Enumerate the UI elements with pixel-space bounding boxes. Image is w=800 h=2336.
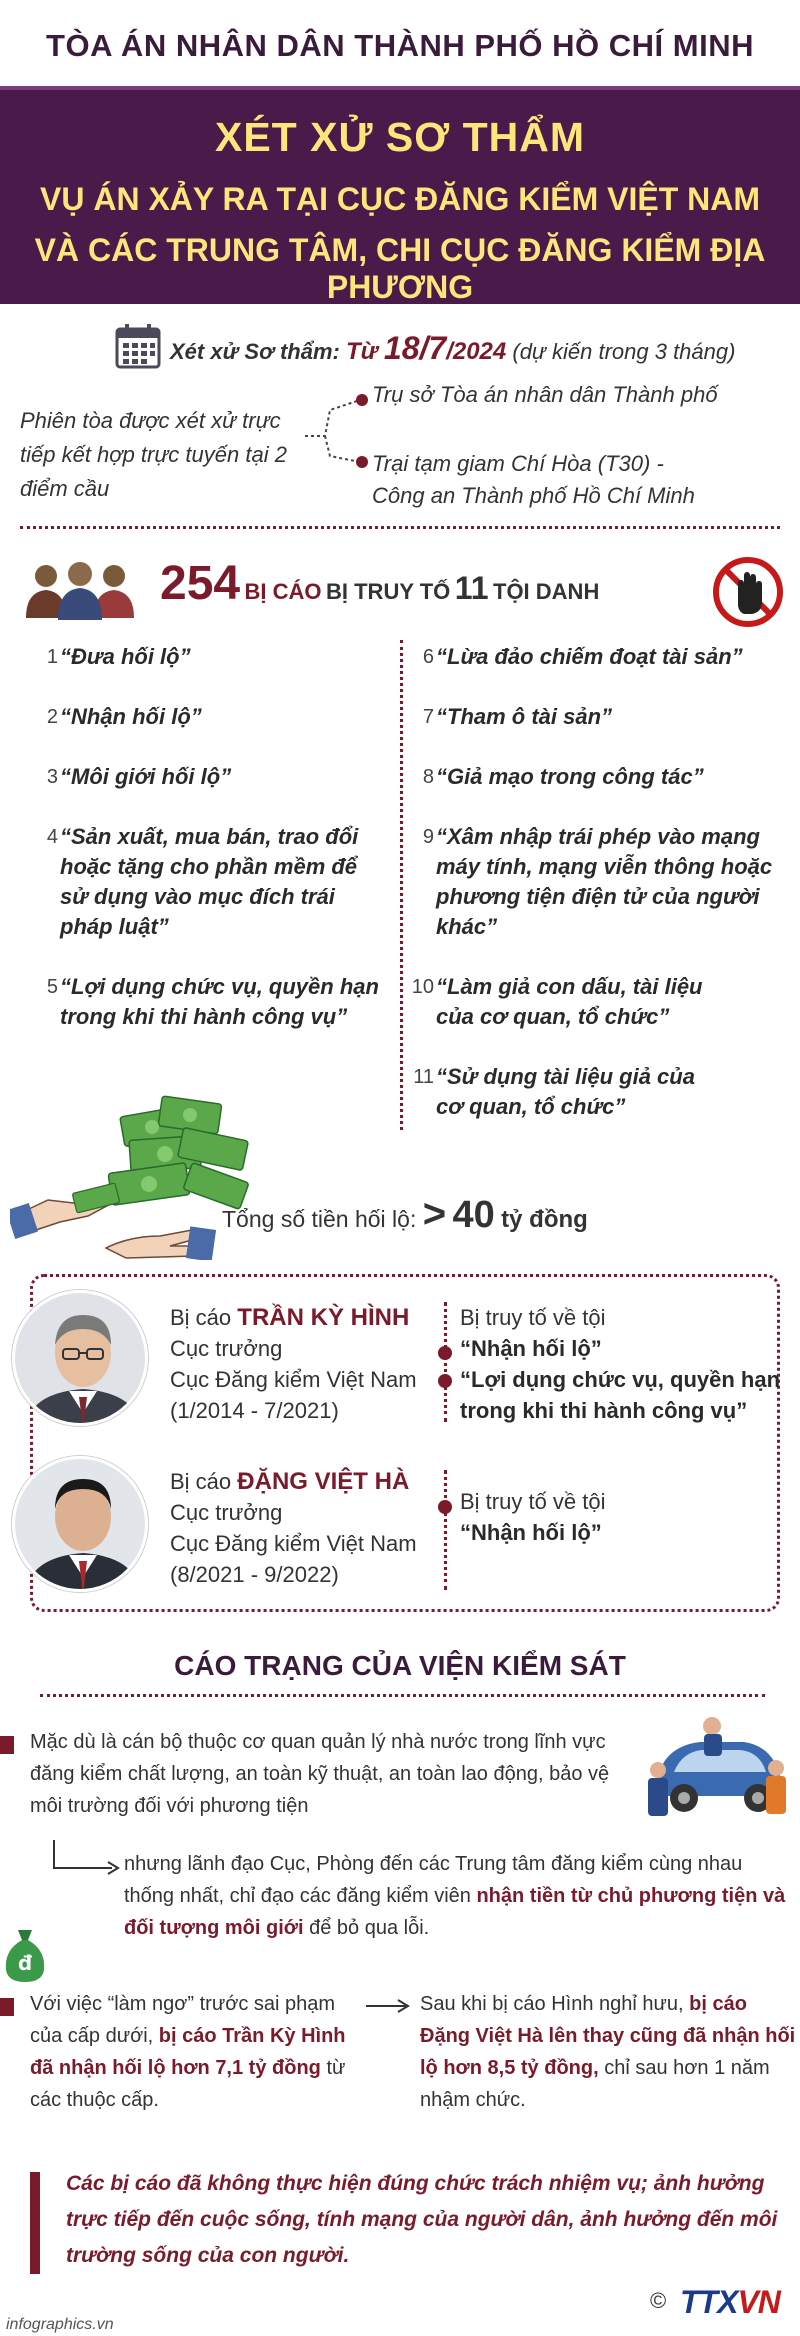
paragraph-2-plain: nhưng lãnh đạo Cục, Phòng đến các Trung tâm đăng kiểm cùng nhau thống nhất, chỉ đạo các đăng kiểm viên <box>124 1853 743 1907</box>
paragraph-4-tail: chỉ sau hơn 1 năm nhậm chức. <box>420 2057 770 2111</box>
paragraph-3-plain: Với việc “làm ngơ” trước sai phạm của cấp dưới, <box>30 1993 336 2047</box>
defendant-1-divider <box>444 1302 447 1422</box>
money-bag-icon <box>2 1926 48 1984</box>
stop-hand-icon <box>712 556 784 628</box>
charge-item: 3 “Môi giới hối lộ” <box>46 764 232 789</box>
indictment-divider <box>40 1694 765 1697</box>
defendant-1-term: (1/2014 - 7/2021) <box>170 1398 339 1423</box>
branch-connector <box>300 392 380 472</box>
conclusion-bar <box>30 2172 40 2274</box>
paragraph-3-highlight: bị cáo Trần Kỳ Hình đã nhận hối lộ hơn 7,1 tỷ đồng <box>30 2025 346 2079</box>
location-2 <box>372 448 695 512</box>
subtitle-line-2: VÀ CÁC TRUNG TÂM, CHI CỤC ĐĂNG KIỂM ĐỊA PHƯƠNG <box>34 232 766 305</box>
ttxvn-logo <box>680 2284 780 2321</box>
paragraph-3-tail: từ các thuộc cấp. <box>30 2057 346 2111</box>
right-arrow <box>366 1998 410 2014</box>
charge-item: 5 “Lợi dụng chức vụ, quyền hạn trong khi thi hành công vụ” <box>46 974 379 1029</box>
bribe-total-line <box>222 1192 588 1237</box>
calendar-icon <box>114 322 162 370</box>
logo-part-a: TTX <box>680 2284 738 2320</box>
location-2-line-1: Trại tạm giam Chí Hòa (T30) - <box>372 451 664 476</box>
bullet-square <box>0 1736 14 1754</box>
defendant-2-divider <box>444 1470 447 1590</box>
location-1: Trụ sở Tòa án nhân dân Thành phố <box>372 382 718 407</box>
defendant-2-term: (8/2021 - 9/2022) <box>170 1562 339 1587</box>
charges-label: TỘI DANH <box>493 579 600 604</box>
charge-item: 1 “Đưa hối lộ” <box>46 644 191 669</box>
prosecuted-label: BỊ TRUY TỐ <box>326 579 451 604</box>
defendant-2-info <box>170 1466 417 1590</box>
copyright-symbol: © <box>650 2288 667 2313</box>
defendant-2-charges <box>460 1486 780 1548</box>
main-title: XÉT XỬ SƠ THẨM <box>214 114 585 160</box>
section-divider <box>20 526 780 529</box>
defendant-2-role: Cục trưởng <box>170 1500 283 1525</box>
defendant-1-charged-with: Bị truy tố về tội <box>460 1305 606 1330</box>
charge-item: 7 “Tham ô tài sản” <box>422 704 613 729</box>
charges-column-divider <box>400 640 403 1130</box>
defendant-2-photo <box>12 1456 148 1592</box>
svg-text:đ: đ <box>17 1951 33 1975</box>
defendant-1-charge-a: “Nhận hối lộ” <box>460 1336 602 1361</box>
trial-date-line <box>170 330 735 367</box>
defendant-1-name: TRẦN KỲ HÌNH <box>237 1304 410 1331</box>
title-banner <box>0 86 800 304</box>
paragraph-4-highlight: bị cáo Đặng Việt Hà lên thay cũng đã nhận hối lộ hơn 8,5 tỷ đồng, <box>420 1993 796 2079</box>
subtitle-line-1: VỤ ÁN XẢY RA TẠI CỤC ĐĂNG KIỂM VIỆT NAM <box>39 181 761 217</box>
bribe-total-amount: 40 <box>452 1194 495 1236</box>
defendant-2-prefix: Bị cáo <box>170 1469 232 1494</box>
mechanic-icon <box>640 1712 790 1824</box>
defendant-1-role: Cục trưởng <box>170 1336 283 1361</box>
indictment-title: CÁO TRẠNG CỦA VIỆN KIỂM SÁT <box>174 1650 626 1681</box>
trial-from: Từ <box>345 338 378 365</box>
charge-item: 2 “Nhận hối lộ” <box>46 704 202 729</box>
source-label: infographics.vn <box>6 2316 114 2333</box>
defendant-1-info <box>170 1302 417 1426</box>
logo-part-b: VN <box>737 2284 780 2320</box>
defendant-1-org: Cục Đăng kiểm Việt Nam <box>170 1367 417 1392</box>
defendant-label: BỊ CÁO <box>244 579 322 604</box>
court-name: TÒA ÁN NHÂN DÂN THÀNH PHỐ HỒ CHÍ MINH <box>46 28 754 63</box>
bullet-dot <box>438 1374 452 1388</box>
indictment-paragraph-1: Mặc dù là cán bộ thuộc cơ quan quản lý nhà nước trong lĩnh vực đăng kiểm chất lượng, an toàn kỹ thuật, an toàn lao động, bảo vệ môi trường đối với phương tiện <box>30 1731 610 1817</box>
charge-item: 8 “Giả mạo trong công tác” <box>422 764 704 789</box>
bribe-total-label: Tổng số tiền hối lộ: <box>222 1206 417 1232</box>
indictment-paragraph-2 <box>124 1848 794 1944</box>
charge-item: 11 “Sử dụng tài liệu giả của cơ quan, tổ chức” <box>413 1064 695 1119</box>
trial-label: Xét xử Sơ thẩm: <box>170 339 340 364</box>
charges-count: 11 <box>454 570 489 606</box>
defendant-2-org: Cục Đăng kiểm Việt Nam <box>170 1531 417 1556</box>
paragraph-4-plain: Sau khi bị cáo Hình nghỉ hưu, <box>420 1993 684 2015</box>
people-icon <box>20 560 140 620</box>
bribe-total-gt: > <box>422 1192 447 1236</box>
conclusion-text: Các bị cáo đã không thực hiện đúng chức trách nhiệm vụ; ảnh hưởng trực tiếp đến cuộc sống, tính mạng của người dân, ảnh hưởng đến môi trường sống của con người. <box>66 2172 778 2267</box>
charge-item: 4 “Sản xuất, mua bán, trao đổi hoặc tặng cho phần mềm để sử dụng vào mục đích trái pháp luật” <box>46 824 359 939</box>
defendant-2-name: ĐẶNG VIỆT HÀ <box>237 1468 410 1495</box>
charge-item: 10 “Làm giả con dấu, tài liệu của cơ quan, tổ chức” <box>411 974 703 1029</box>
trial-date <box>383 330 507 366</box>
location-2-line-2: Công an Thành phố Hồ Chí Minh <box>372 483 695 508</box>
indictment-paragraph-3 <box>30 1988 360 2116</box>
defendant-count-line <box>160 556 599 611</box>
paragraph-2-highlight: nhận tiền từ chủ phương tiện và đối tượng môi giới <box>124 1885 786 1939</box>
charge-item: 9 “Xâm nhập trái phép vào mạng máy tính, mạng viễn thông hoặc phương tiện điện tử của người khác” <box>422 824 773 939</box>
paragraph-2-tail: để bỏ qua lỗi. <box>309 1917 430 1939</box>
defendant-1-prefix: Bị cáo <box>170 1305 232 1330</box>
arrow-connector <box>52 1840 122 1882</box>
defendant-1-photo <box>12 1290 148 1426</box>
bullet-square <box>0 1998 14 2016</box>
trial-date-year: /2024 <box>446 338 507 365</box>
bribe-total-unit: tỷ đồng <box>501 1206 588 1233</box>
indictment-paragraph-4 <box>420 1988 796 2116</box>
bullet-dot <box>438 1500 452 1514</box>
trial-note: (dự kiến trong 3 tháng) <box>512 339 736 364</box>
charge-item: 6 “Lừa đảo chiếm đoạt tài sản” <box>422 644 743 669</box>
defendant-2-charged-with: Bị truy tố về tội <box>460 1489 606 1514</box>
session-description: Phiên tòa được xét xử trực tiếp kết hợp trực tuyến tại 2 điểm cầu <box>20 408 287 501</box>
defendant-1-charge-b: “Lợi dụng chức vụ, quyền hạn trong khi thi hành công vụ” <box>460 1367 781 1423</box>
defendant-2-charge-a: “Nhận hối lộ” <box>460 1520 602 1545</box>
defendant-1-charges <box>460 1302 790 1426</box>
bullet-dot <box>438 1346 452 1360</box>
defendant-count: 254 <box>160 557 241 610</box>
trial-date-day: 18/7 <box>383 330 447 366</box>
